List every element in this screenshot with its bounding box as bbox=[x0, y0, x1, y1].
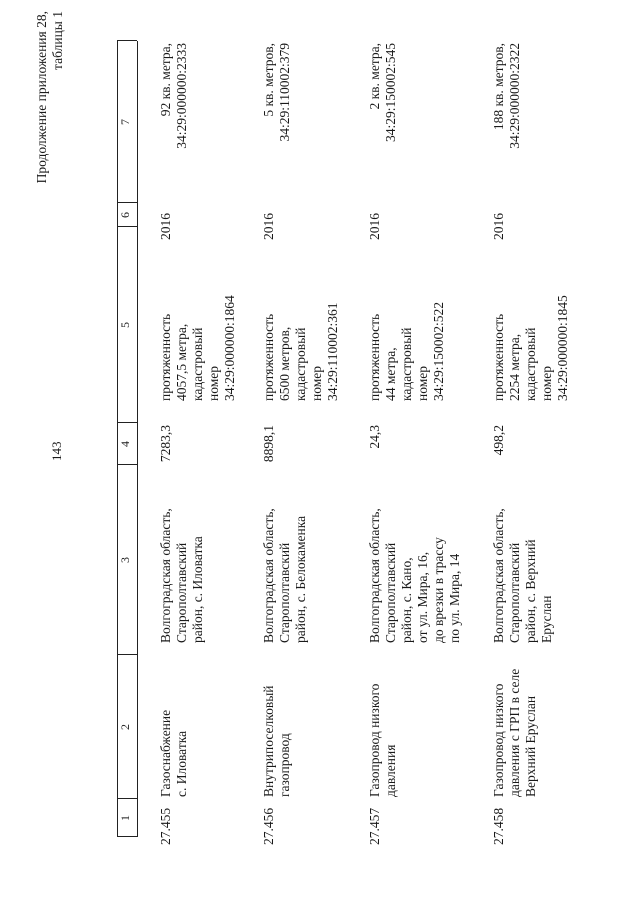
commission-year: 2016 bbox=[158, 213, 173, 240]
object-extent: протяженность 6500 метров, кадастровый номер 34:29:110002:361 bbox=[261, 302, 340, 401]
column-header: 3 bbox=[118, 557, 132, 563]
column-header: 6 bbox=[118, 212, 132, 218]
column-divider bbox=[117, 40, 137, 41]
object-name: Внутрипоселковый газопровод bbox=[261, 685, 292, 797]
object-value: 7283,3 bbox=[158, 425, 173, 463]
column-divider bbox=[117, 654, 137, 655]
object-location: Волгоградская область, Старополтавский район, с. Кано, от ул. Мира, 16, до врезки в трассу по ул. Мира, 14 bbox=[367, 508, 462, 643]
row-number: 27.456 bbox=[261, 807, 276, 845]
object-name: Газопровод низкого давления bbox=[367, 683, 398, 797]
object-location: Волгоградская область, Старополтавский район, с. Белокаменка bbox=[261, 508, 308, 643]
continuation-note: Продолжение приложения 28, таблицы 1 bbox=[34, 11, 65, 184]
object-location: Волгоградская область, Старополтавский район, с. Верхний Еруслан bbox=[491, 508, 554, 643]
object-value: 498,2 bbox=[491, 425, 506, 456]
row-number: 27.458 bbox=[491, 807, 506, 845]
header-bottom-border bbox=[137, 41, 138, 837]
column-header: 4 bbox=[118, 441, 132, 447]
object-value: 24,3 bbox=[367, 425, 382, 449]
commission-year: 2016 bbox=[491, 213, 506, 240]
commission-year: 2016 bbox=[261, 213, 276, 240]
column-header: 7 bbox=[118, 119, 132, 125]
land-area: 5 кв. метров, 34:29:110002:379 bbox=[261, 43, 292, 142]
column-divider bbox=[117, 422, 137, 423]
page-number: 143 bbox=[49, 441, 64, 461]
object-location: Волгоградская область, Старополтавский район, с. Иловатка bbox=[158, 508, 205, 643]
column-divider bbox=[117, 464, 137, 465]
object-extent: протяженность 2254 метра, кадастровый номер 34:29:000000:1845 bbox=[491, 295, 570, 401]
column-header: 2 bbox=[118, 724, 132, 730]
object-extent: протяженность 44 метра, кадастровый номер 34:29:150002:522 bbox=[367, 301, 446, 401]
commission-year: 2016 bbox=[367, 213, 382, 240]
land-area: 92 кв. метра, 34:29:000000:2333 bbox=[158, 43, 189, 149]
land-area: 188 кв. метров, 34:29:000000:2322 bbox=[491, 43, 522, 149]
object-name: Газопровод низкого давления с ГРП в селе Верхний Еруслан bbox=[491, 668, 538, 797]
object-value: 8898,1 bbox=[261, 425, 276, 463]
row-number: 27.455 bbox=[158, 807, 173, 845]
column-header: 5 bbox=[118, 322, 132, 328]
column-header: 1 bbox=[118, 815, 132, 821]
object-extent: протяженность 4057,5 метра, кадастровый номер 34:29:000000:1864 bbox=[158, 295, 237, 401]
object-name: Газоснабжение с. Иловатка bbox=[158, 709, 189, 797]
land-area: 2 кв. метра, 34:29:150002:545 bbox=[367, 43, 398, 143]
row-number: 27.457 bbox=[367, 807, 382, 845]
table-top-border bbox=[117, 41, 118, 837]
